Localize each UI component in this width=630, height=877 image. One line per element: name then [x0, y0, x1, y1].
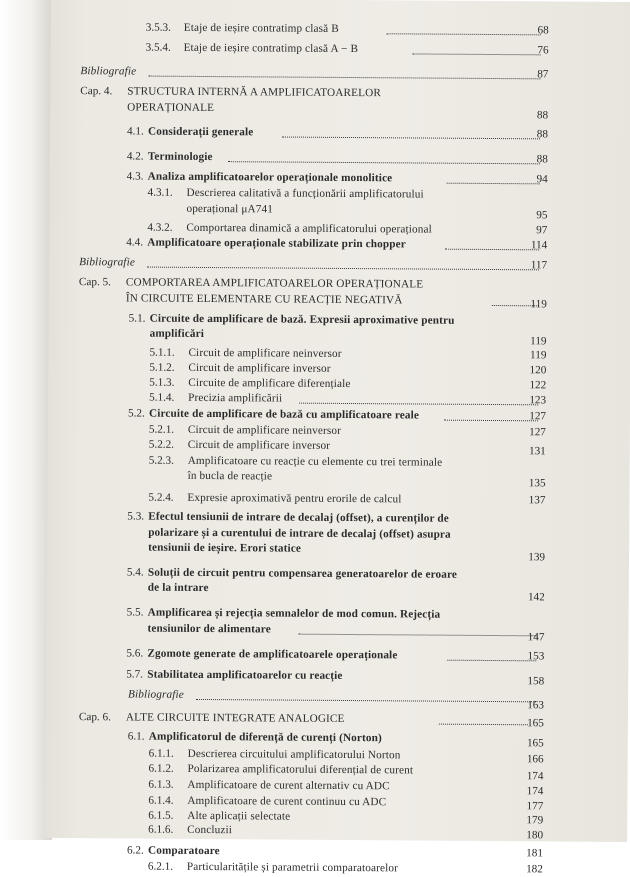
page-number: 174	[526, 770, 544, 783]
toc-entry	[47, 606, 629, 621]
entry-number: 5.3.	[127, 510, 145, 523]
page-number: 147	[527, 631, 545, 644]
entry-number: 4.3.2.	[147, 221, 173, 234]
toc-entry	[47, 491, 629, 507]
dot-leader	[148, 72, 540, 80]
toc-entry	[47, 541, 629, 564]
entry-number: 5.1.4.	[149, 391, 175, 404]
entry-title: Bibliografie	[80, 65, 137, 78]
page-number: 174	[526, 785, 544, 798]
dot-leader	[439, 720, 528, 726]
toc-entry	[47, 566, 629, 581]
entry-number: 5.2.	[127, 407, 145, 420]
toc-entry	[48, 423, 630, 439]
chapter-number: Cap. 5.	[78, 276, 112, 289]
toc-entry	[50, 202, 630, 222]
entry-number: 6.1.6.	[148, 823, 174, 836]
entry-title: Amplificarea și rejecția semnalelor de mod comun. Rejecția	[147, 606, 441, 621]
entry-title: Concluzii	[187, 823, 233, 837]
page-number: 181	[526, 847, 544, 860]
page-number: 142	[527, 591, 545, 604]
entry-number: 3.5.3.	[145, 21, 171, 34]
dot-leader	[228, 157, 540, 164]
page-number: 123	[529, 394, 547, 407]
entry-title: Amplificatoare de curent continuu cu ADC	[187, 794, 387, 809]
toc-entry	[47, 526, 629, 541]
toc-entry	[49, 256, 630, 272]
page-number: 137	[528, 494, 546, 507]
entry-number: 5.1.2.	[149, 361, 175, 374]
entry-title: Analiza amplificatoarelor operaționale monolitice	[147, 170, 393, 185]
entry-number: 6.1.2.	[148, 762, 174, 775]
entry-number: 4.3.1.	[147, 186, 173, 199]
entry-title: în bucla de reacție	[187, 469, 273, 483]
entry-number: 6.1.3.	[148, 778, 174, 791]
page-number: 120	[529, 364, 547, 377]
chapter-heading	[49, 276, 630, 291]
entry-title: Comportarea dinamică a amplificatorului operațional	[186, 221, 432, 236]
page-number: 122	[529, 379, 547, 392]
table-of-contents	[45, 0, 630, 876]
page-number: 94	[536, 173, 548, 186]
entry-number: 5.1.	[128, 312, 146, 325]
entry-title: Efectul tensiunii de intrare de decalaj (offset), a curenților de	[148, 510, 449, 525]
entry-number: 5.2.2.	[148, 438, 175, 451]
entry-number: 5.5.	[126, 606, 144, 619]
toc-entry	[47, 581, 629, 604]
entry-title: Terminologie	[147, 150, 213, 164]
page-number: 127	[529, 426, 546, 439]
book-page	[45, 0, 630, 876]
entry-number: 5.2.3.	[148, 454, 174, 467]
entry-number: 6.1.	[127, 730, 145, 743]
dot-leader	[196, 695, 536, 702]
chapter-title: ÎN CIRCUITE ELEMENTARE CU REACȚIE NEGATIVĂ	[125, 292, 403, 307]
toc-entry	[46, 730, 628, 750]
page-number: 163	[527, 699, 545, 712]
entry-number: 5.1.1.	[149, 346, 175, 359]
chapter-title: COMPORTAREA AMPLIFICATOARELOR OPERAȚIONALE	[125, 276, 424, 291]
entry-title: tensiunilor de alimentare	[147, 622, 271, 636]
entry-number: 6.2.	[126, 844, 144, 857]
entry-title: polarizare și a curentului de intrare de decalaj (offset) asupra	[148, 526, 451, 541]
dot-leader	[387, 29, 541, 35]
page-number: 119	[530, 349, 547, 362]
entry-title: Amplificatoare de curent alternativ cu ADC	[187, 778, 390, 793]
entry-title: operațional μA741	[186, 202, 274, 216]
toc-entry	[50, 150, 630, 166]
toc-entry	[48, 469, 630, 490]
page-number: 135	[528, 477, 546, 490]
entry-title: Polarizarea amplificatorului diferențial de curent	[187, 762, 414, 777]
page-number: 76	[537, 44, 549, 57]
page-number: 165	[526, 737, 544, 750]
entry-title: Etaje de ieșire contratimp clasă B	[183, 21, 339, 35]
page-number: 119	[530, 335, 547, 348]
toc-entry	[50, 125, 630, 141]
entry-title: Etaje de ieșire contratimp clasă A − B	[183, 41, 359, 56]
page-number: 95	[536, 209, 548, 222]
page-number: 182	[526, 863, 543, 876]
page-number: 131	[528, 445, 546, 458]
page-number: 180	[526, 829, 544, 842]
entry-title: amplificări	[149, 327, 205, 340]
chapter-title: OPERAȚIONALE	[127, 101, 215, 115]
toc-entry	[49, 312, 630, 327]
page-number: 165	[527, 717, 544, 730]
entry-title: Expresie aproximativă pentru erorile de calcul	[187, 491, 402, 506]
scan-margin	[0, 0, 52, 840]
toc-entry	[50, 65, 630, 81]
toc-entry	[51, 41, 630, 57]
entry-title: Zgomote generate de amplificatoarele operaționale	[147, 647, 398, 662]
chapter-heading	[50, 101, 630, 122]
entry-title: Descrierea circuitului amplificatorului Norton	[187, 747, 401, 762]
entry-title: Circuit de amplificare neinversor	[188, 346, 342, 360]
page-number: 177	[526, 800, 544, 813]
dot-leader	[413, 49, 541, 55]
toc-entry	[50, 170, 630, 186]
entry-number: 4.2.	[126, 150, 144, 163]
entry-number: 5.1.3.	[149, 376, 175, 389]
entry-title: Comparatoare	[147, 844, 220, 858]
dot-leader	[299, 630, 537, 637]
entry-title: de la intrare	[147, 581, 209, 595]
page-number: 119	[530, 298, 547, 311]
page-number: 88	[536, 128, 549, 141]
entry-title: Alte aplicații selectate	[187, 809, 291, 823]
chapter-heading	[50, 85, 630, 100]
entry-number: 4.1.	[126, 125, 144, 138]
entry-number: 5.2.4.	[148, 491, 174, 504]
chapter-title: STRUCTURA INTERNĂ A AMPLIFICATOARELOR	[127, 85, 381, 100]
entry-title: Particularitățile și parametrii comparatoarelor	[186, 860, 399, 875]
chapter-number: Cap. 4.	[80, 85, 113, 98]
entry-title: Circuite de amplificare diferențiale	[188, 376, 351, 391]
entry-title: Amplificatorul de diferență de curenți (Norton)	[148, 730, 382, 745]
entry-title: Circuit de amplificare inversor	[187, 438, 331, 452]
entry-title: Precizia amplificării	[188, 391, 283, 405]
entry-number: 3.5.4.	[145, 41, 171, 54]
entry-number: 6.2.1.	[147, 860, 174, 873]
page-number: 117	[530, 259, 548, 272]
toc-entry	[46, 647, 628, 663]
entry-number: 5.6.	[126, 647, 144, 660]
dot-leader	[447, 656, 536, 662]
chapter-title: ALTE CIRCUITE INTEGRATE ANALOGICE	[125, 711, 345, 725]
entry-title: Amplificatoare operaționale stabilizate prin chopper	[147, 236, 406, 251]
toc-entry	[46, 668, 628, 688]
entry-title: Amplificatoare cu reacție cu elemente cu trei terminale	[187, 454, 443, 469]
page-number: 88	[536, 153, 548, 166]
page-number: 139	[528, 551, 546, 564]
toc-entry	[48, 407, 630, 423]
page-number: 166	[526, 753, 544, 766]
page-number: 179	[526, 814, 544, 827]
entry-title: Bibliografie	[128, 688, 184, 701]
entry-title: Considerații generale	[147, 125, 254, 139]
chapter-number: Cap. 6.	[78, 711, 111, 724]
toc-entry	[50, 186, 630, 201]
dot-leader	[447, 179, 540, 185]
entry-number: 6.1.5.	[148, 809, 174, 822]
toc-entry	[45, 844, 627, 860]
toc-entry	[46, 688, 628, 712]
entry-title: Circuite de amplificare de bază cu amplificatoare reale	[148, 407, 420, 422]
entry-title: Circuite de amplificare de bază. Expresii aproximative pentru	[149, 312, 455, 327]
toc-entry	[47, 622, 629, 644]
page-number: 158	[527, 675, 545, 688]
entry-number: 6.1.4.	[148, 794, 174, 807]
entry-title: Circuit de amplificare neinversor	[187, 423, 342, 437]
entry-title: Soluții de circuit pentru compensarea generatoarelor de eroare	[147, 566, 458, 581]
page-number: 153	[527, 650, 545, 663]
toc-entry	[47, 510, 629, 525]
toc-entry	[45, 860, 627, 876]
entry-number: 5.4.	[126, 566, 144, 579]
page-number: 114	[530, 239, 548, 252]
entry-number: 6.1.1.	[148, 747, 174, 760]
entry-number: 4.3.	[126, 170, 144, 183]
entry-number: 5.7.	[126, 668, 144, 681]
entry-title: Stabilitatea amplificatoarelor cu reacție	[147, 668, 343, 682]
entry-title: tensiunii de ieșire. Erori statice	[148, 541, 302, 555]
dot-leader	[444, 416, 538, 422]
dot-leader	[147, 263, 539, 271]
dot-leader	[299, 399, 538, 406]
page-number: 127	[529, 410, 547, 423]
entry-number: 5.2.1.	[148, 423, 175, 436]
chapter-heading	[49, 292, 630, 311]
entry-title: Circuit de amplificare inversor	[188, 361, 331, 375]
page-number: 88	[536, 109, 549, 122]
dot-leader	[445, 245, 539, 251]
dot-leader	[282, 133, 540, 140]
page-number: 97	[536, 224, 548, 237]
entry-title: Bibliografie	[79, 256, 136, 269]
entry-number: 4.4.	[126, 236, 144, 249]
page-number: 87	[537, 68, 549, 81]
entry-title: Descrierea calitativă a funcționării amplificatorului	[186, 186, 424, 201]
toc-entry	[49, 327, 630, 348]
page-number: 68	[537, 24, 549, 37]
toc-entry	[51, 21, 630, 37]
